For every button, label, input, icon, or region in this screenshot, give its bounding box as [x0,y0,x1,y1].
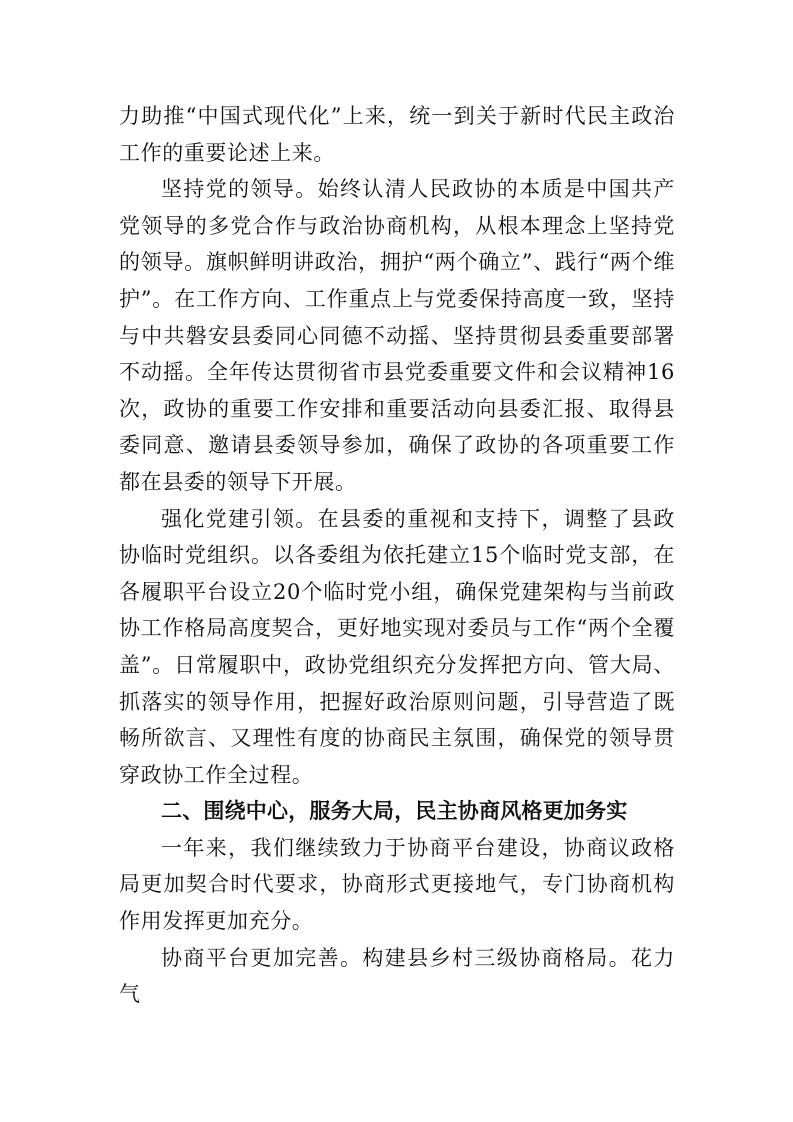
paragraph-consultation-platform: 协商平台更加完善。构建县乡村三级协商格局。花力气 [119,945,675,1007]
section-heading-2: 二、围绕中心，服务大局，民主协商风格更加务实 [161,799,628,824]
paragraph-party-building: 强化党建引领。在县委的重视和支持下，调整了县政协临时党组织。以各委组为依托建立15个临时党支部，在各履职平台设立20个临时党小组，确保党建架构与当前政协工作格局高度契合，更好地实现对委员与工作“两个全覆盖”。日常履职中，政协党组织充分发挥把方向、管大局、抓落实的领导作用，把握好政治原则问题，引导营造了既畅所欲言、又理性有度的协商民主氛围，确保党的领导贯穿政协工作全过程。 [119,506,675,787]
paragraph-party-leadership: 坚持党的领导。始终认清人民政协的本质是中国共产党领导的多党合作与政治协商机构，从根本理念上坚持党的领导。旗帜鲜明讲政治，拥护“两个确立”、践行“两个维护”。在工作方向、工作重点上与党委保持高度一致，坚持与中共磐安县委同心同德不动摇、坚持贯彻县委重要部署不动摇。全年传达贯彻省市县党委重要文件和会议精神16次，政协的重要工作安排和重要活动向县委汇报、取得县委同意、邀请县委领导参加，确保了政协的各项重要工作都在县委的领导下开展。 [119,177,675,494]
paragraph-section-intro: 一年来，我们继续致力于协商平台建设，协商议政格局更加契合时代要求，协商形式更接地气，专门协商机构作用发挥更加充分。 [119,835,675,934]
paragraph-continuation: 力助推“中国式现代化”上来，统一到关于新时代民主政治工作的重要论述上来。 [119,104,675,165]
document-body [119,98,675,1013]
